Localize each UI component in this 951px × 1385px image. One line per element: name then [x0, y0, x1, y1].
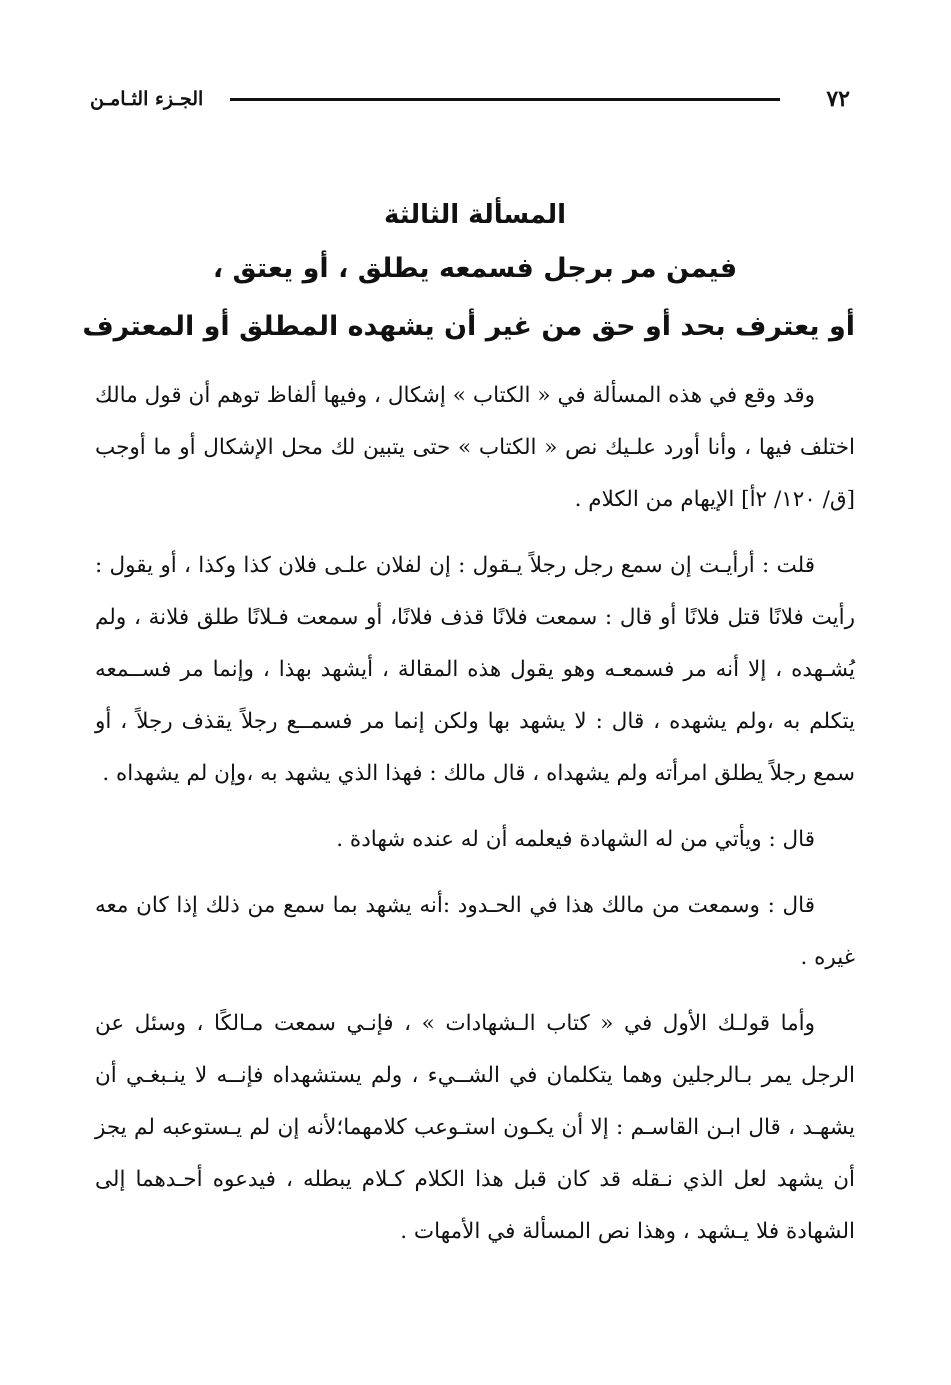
- body-text: [95, 370, 855, 1264]
- issue-title-line-1: فيمن مر برجل فسمعه يطلق ، أو يعتق ،: [212, 253, 738, 284]
- page-number: ٧٢: [826, 86, 850, 112]
- issue-title-line-2: أو يعترف بحد أو حق من غير أن يشهده المطلق أو المعترف: [82, 311, 855, 342]
- paragraph-first-statement: وأما قولـك الأول في « كتاب الـشهادات » ، فإنـي سمعت مـالكًا ، وسئل عن الرجل يمر بـالرجلين وهما يتكلمان في الشــيء ، ولم يستشهداه فإنــه لا ينـبغـي أن يشهـد ، قال ابـن القاسـم : إلا أن يكـون استـوعب كلامهما؛لأنه إن لم يـستوعبه لم يجز أن يشهد لعل الذي نـقله قد كان قبل هذا الكلام كـلام يبطله ، فيدعوه أحـدهما إلى الشهادة فلا يـشهد ، وهذا نص المسألة في الأمهات .: [95, 1011, 855, 1244]
- chapter-headings: [82, 190, 855, 356]
- paragraph-testimony: قال : ويأتي من له الشهادة فيعلمه أن له عنده شهادة .: [336, 827, 815, 852]
- header-rule: [230, 98, 780, 101]
- issue-heading: المسألة الثالثة: [383, 200, 567, 230]
- running-header: [90, 84, 850, 118]
- paragraph-question: قلت : أرأيـت إن سمع رجل رجلاً يـقول : إن لفلان علـى فلان كذا وكذا ، أو يقول : رأيت فلانًا قتل فلانًا أو قال : سمعت فلانًا قذف فلانًا، أو سمعت فـلانًا طلق فلانة ، ولم يُشـهده ، إلا أنه مر فسمعـه وهو يقول هذه المقالة ، أيشهد بهذا ، وإنما مر فســمعه يتكلم به ،ولم يشهده ، قال : لا يشهد بها ولكن إنما مر فسمــع رجلاً يقذف رجلاً ، أو سمع رجلاً يطلق امرأته ولم يشهداه ، قال مالك : فهذا الذي يشهد به ،وإن لم يشهداه .: [95, 553, 855, 786]
- paragraph-intro: وقد وقع في هذه المسألة في « الكتاب » إشكال ، وفيها ألفاظ توهم أن قول مالك اختلف فيها ، وأنا أورد علـيك نص « الكتاب » حتى يتبين لك محل الإشكال أو ما أوجب [ق/ ١٢٠/ ٢أ] الإيهام من الكلام .: [95, 383, 855, 512]
- running-title: الجـزء الثـامـن: [90, 88, 204, 110]
- paragraph-hudud: قال : وسمعت من مالك هذا في الحـدود :أنه يشهد بما سمع من ذلك إذا كان معه غيره .: [95, 893, 855, 970]
